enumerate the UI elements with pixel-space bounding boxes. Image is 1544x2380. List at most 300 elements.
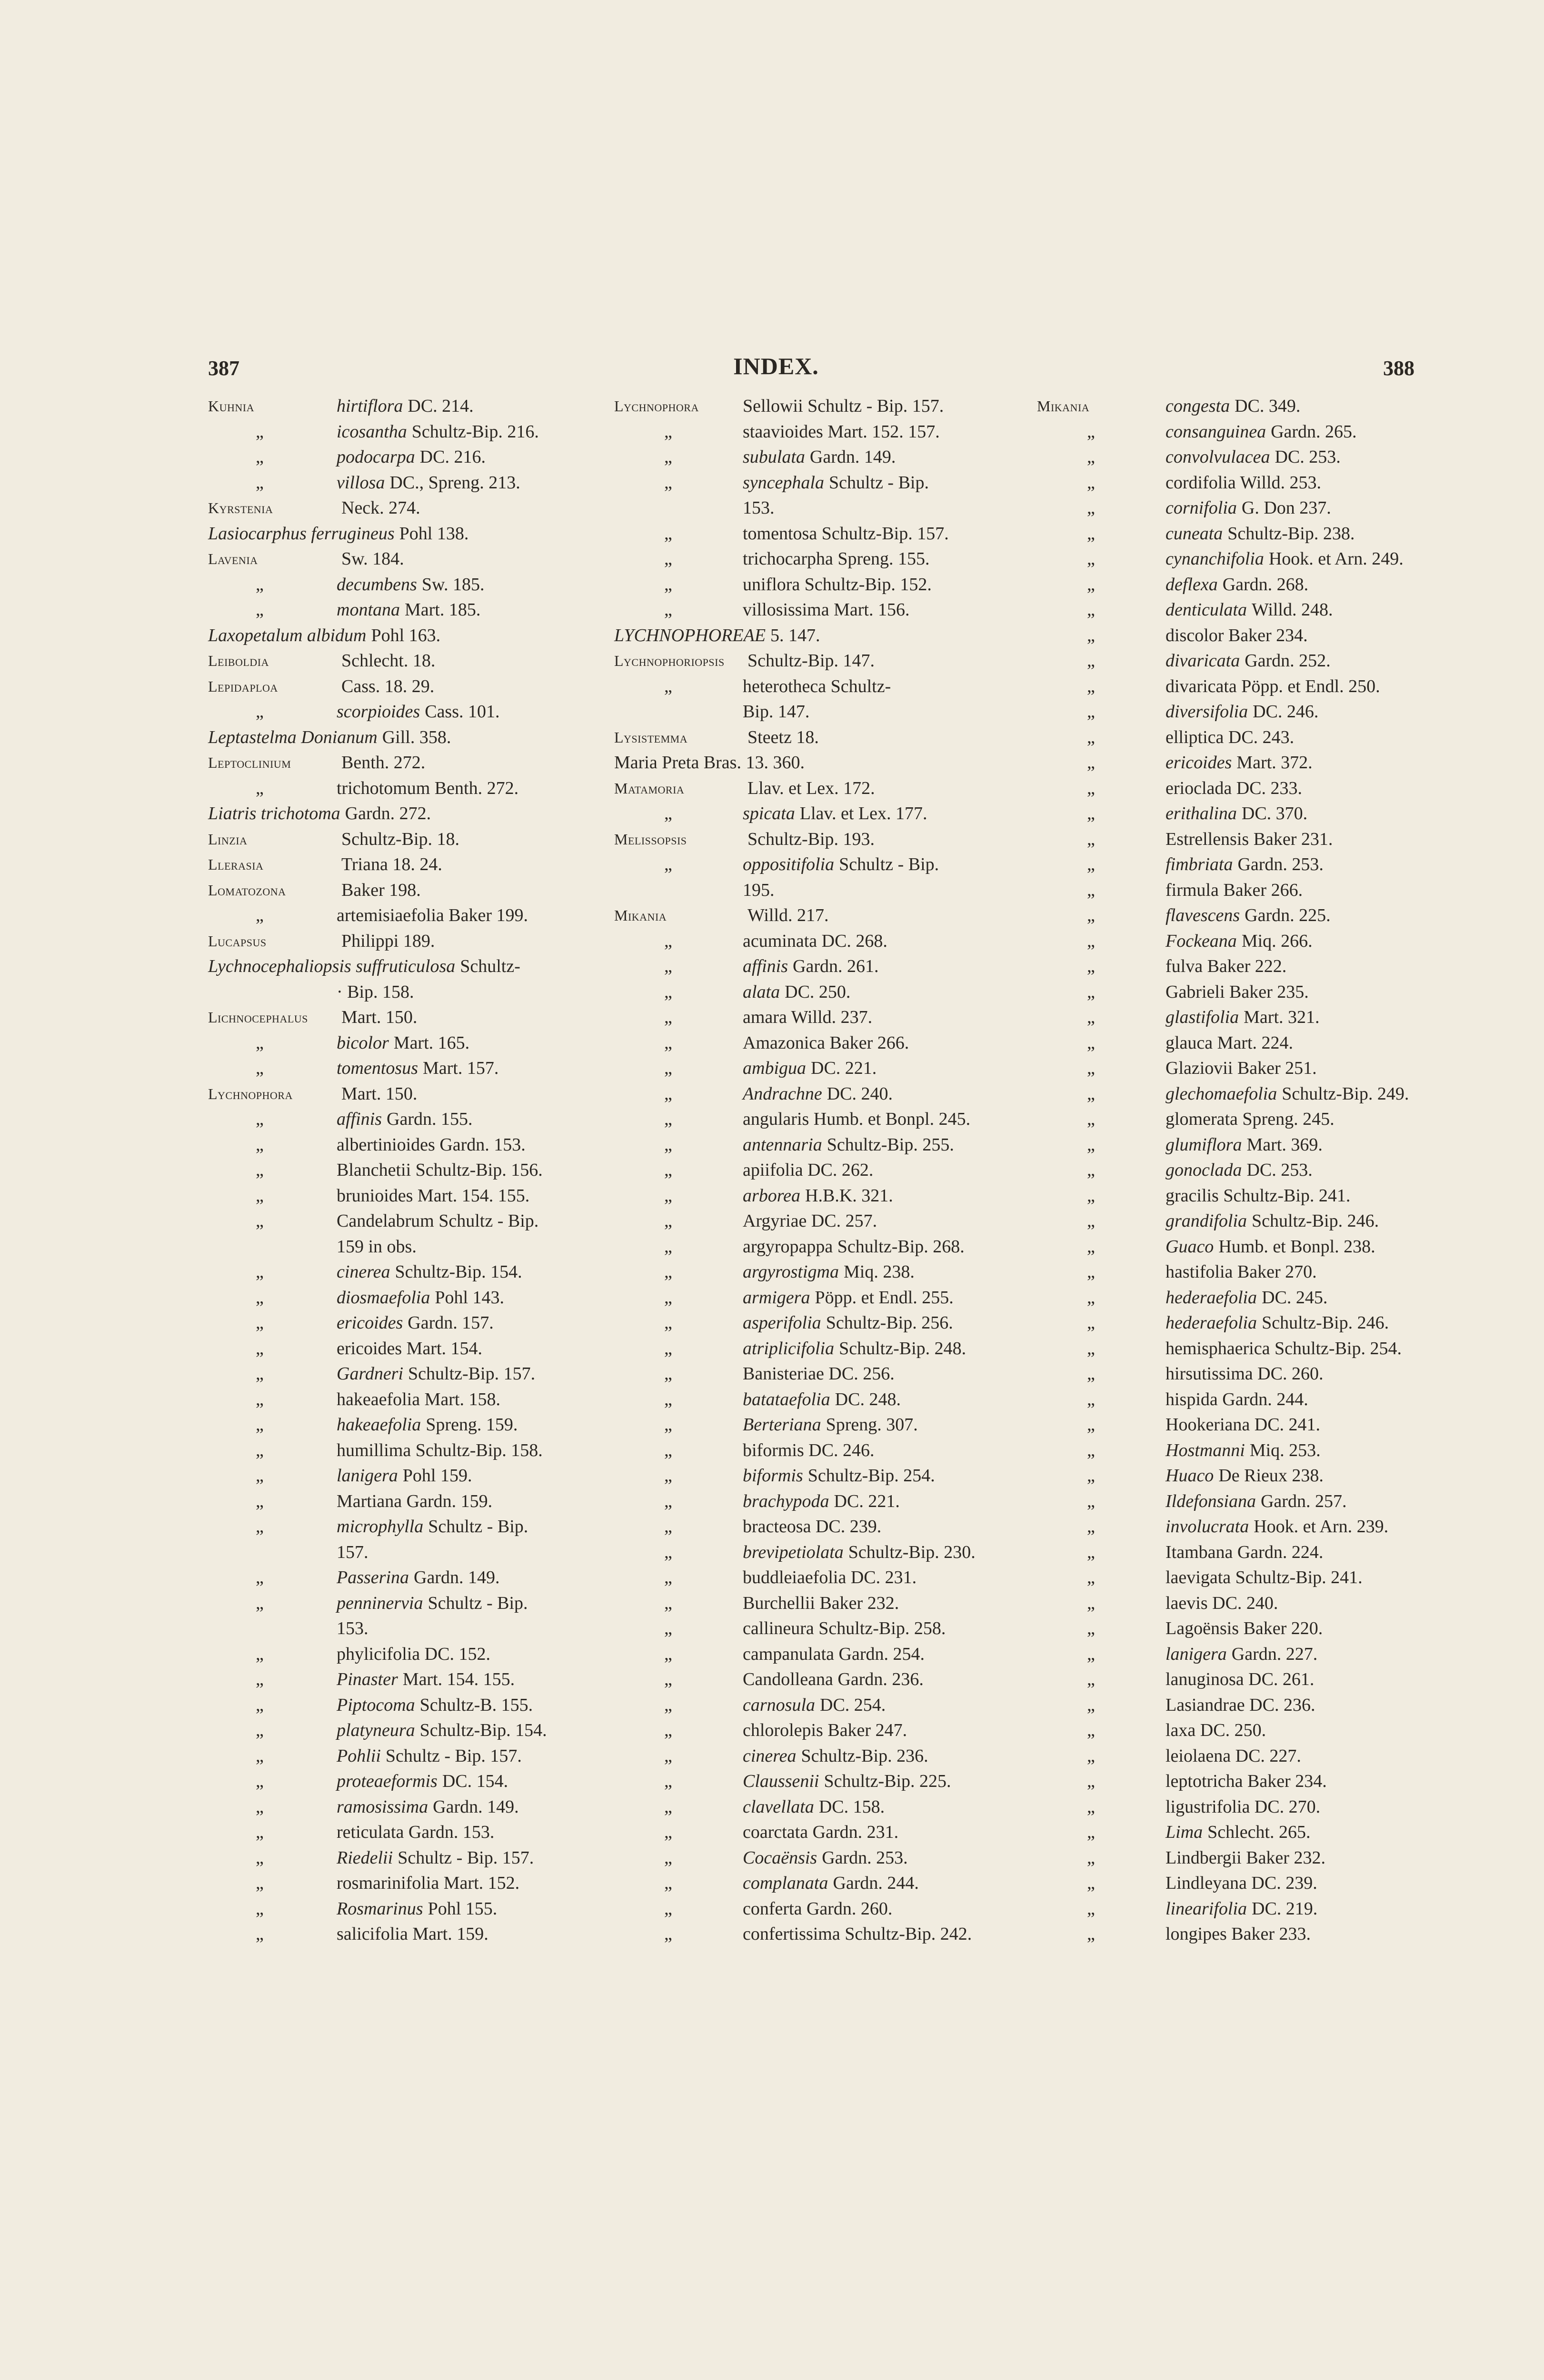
authority-text: Schlecht. 18. — [341, 651, 436, 671]
species-name: Berteriana — [743, 1415, 821, 1435]
authority-text: Schultz-Bip. 193. — [747, 829, 875, 849]
index-entry — [1037, 1514, 1427, 1540]
index-entry — [1037, 929, 1427, 954]
species-name: fimbriata — [1165, 854, 1233, 874]
index-entry — [208, 1438, 598, 1464]
left-page-number: 387 — [208, 357, 239, 380]
entry-text: staavioides Mart. 152. 157. — [743, 421, 940, 442]
index-entry — [614, 1310, 1005, 1336]
ditto-mark: „ — [664, 1796, 672, 1817]
genus-name: Leptoclinium — [208, 754, 291, 771]
index-entry — [1037, 1463, 1427, 1489]
genus-name: Matamoria — [614, 779, 685, 797]
ditto-mark: „ — [1087, 651, 1095, 671]
ditto-mark: „ — [1087, 1695, 1095, 1715]
species-name: consanguinea — [1165, 421, 1266, 442]
ditto-mark: „ — [664, 549, 672, 569]
authority-text: Gardn. 227. — [1231, 1644, 1318, 1664]
ditto-mark: „ — [1087, 880, 1095, 900]
entry-text: Argyriae DC. 257. — [743, 1211, 877, 1231]
index-entry — [614, 394, 1005, 419]
index-entry — [1037, 1591, 1427, 1616]
index-entry — [1037, 1310, 1427, 1336]
index-entry — [614, 470, 1005, 496]
index-entry — [614, 1845, 1005, 1871]
authority-text: DC. 221. — [811, 1058, 877, 1078]
ditto-mark: „ — [1087, 854, 1095, 874]
ditto-mark: „ — [664, 1567, 672, 1587]
ditto-mark: „ — [256, 1415, 264, 1435]
authority-text: DC. 250. — [785, 982, 851, 1002]
index-entry — [1037, 903, 1427, 929]
ditto-mark: „ — [1087, 498, 1095, 518]
ditto-mark: „ — [1087, 1007, 1095, 1027]
ditto-mark: „ — [256, 1032, 264, 1053]
species-name: cuneata — [1165, 523, 1223, 544]
entry-text: hastifolia Baker 270. — [1165, 1262, 1317, 1282]
index-entry — [614, 1489, 1005, 1515]
index-entry — [208, 1845, 598, 1871]
species-name: lanigera — [1165, 1644, 1227, 1664]
index-entry — [208, 1565, 598, 1591]
ditto-mark: „ — [1087, 447, 1095, 467]
authority-text: Gardn. 252. — [1245, 651, 1331, 671]
authority-text: Schultz-Bip. 236. — [801, 1745, 928, 1766]
authority-text: Gardn. 268. — [1222, 574, 1309, 595]
ditto-mark: „ — [1087, 753, 1095, 773]
index-entry — [614, 1056, 1005, 1081]
ditto-mark: „ — [664, 1389, 672, 1409]
species-name: villosa — [337, 472, 385, 493]
index-entry — [1037, 801, 1427, 827]
entry-text: biformis DC. 246. — [743, 1440, 875, 1460]
ditto-mark: „ — [1087, 803, 1095, 823]
species-name: armigera — [743, 1287, 810, 1308]
authority-text: Schultz-Bip. 256. — [826, 1313, 953, 1333]
ditto-mark: „ — [1087, 982, 1095, 1002]
species-name: biformis — [743, 1466, 803, 1486]
index-entry — [208, 623, 598, 649]
index-entry — [208, 1896, 598, 1922]
index-entry — [614, 1896, 1005, 1922]
authority-text: DC. 240. — [827, 1083, 893, 1104]
index-entry — [1037, 1259, 1427, 1285]
authority-text: DC. 246. — [1253, 702, 1319, 722]
index-entry — [614, 623, 1005, 649]
species-name: Andrachne — [743, 1083, 822, 1104]
species-name: lanigera — [337, 1466, 398, 1486]
authority-text: Spreng. 159. — [426, 1415, 518, 1435]
index-entry — [208, 1005, 598, 1031]
authority-text: G. Don 237. — [1241, 498, 1331, 518]
ditto-mark: „ — [256, 472, 264, 493]
index-entry — [208, 929, 598, 954]
species-name: penninervia — [337, 1593, 423, 1613]
species-name: asperifolia — [743, 1313, 821, 1333]
index-entry — [208, 1285, 598, 1311]
ditto-mark: „ — [256, 600, 264, 620]
species-name: brachypoda — [743, 1491, 829, 1511]
index-entry — [208, 1336, 598, 1362]
continuation-text: · Bip. 158. — [337, 982, 414, 1002]
index-entry — [208, 1489, 598, 1515]
ditto-mark: „ — [1087, 1771, 1095, 1791]
index-entry — [208, 699, 598, 725]
authority-text: DC. 349. — [1235, 396, 1301, 416]
ditto-mark: „ — [1087, 1517, 1095, 1537]
authority-text: Gardn. 244. — [833, 1873, 919, 1893]
entry-text: Lindleyana DC. 239. — [1165, 1873, 1317, 1893]
species-name: glumiflora — [1165, 1134, 1242, 1155]
index-entry — [614, 674, 1005, 700]
index-entry — [1037, 1056, 1427, 1081]
ditto-mark: „ — [664, 1160, 672, 1180]
ditto-mark: „ — [256, 574, 264, 595]
index-entry — [614, 1361, 1005, 1387]
ditto-mark: „ — [1087, 1440, 1095, 1460]
index-entry — [208, 776, 598, 802]
ditto-mark: „ — [256, 447, 264, 467]
species-name: glastifolia — [1165, 1007, 1239, 1027]
index-entry — [1037, 1565, 1427, 1591]
index-entry — [1037, 1005, 1427, 1031]
authority-text: DC. 154. — [442, 1771, 508, 1791]
ditto-mark: „ — [664, 1466, 672, 1486]
ditto-mark: „ — [256, 1822, 264, 1842]
entry-text: Lasiandrae DC. 236. — [1165, 1695, 1315, 1715]
ditto-mark: „ — [256, 1796, 264, 1817]
entry-text: Martiana Gardn. 159. — [337, 1491, 493, 1511]
species-name: Lima — [1165, 1822, 1203, 1842]
continuation-text: 157. — [337, 1542, 369, 1562]
ditto-mark: „ — [664, 1542, 672, 1562]
index-entry — [614, 1336, 1005, 1362]
species-name: Pinaster — [337, 1669, 398, 1689]
index-entry — [614, 1769, 1005, 1795]
ditto-mark: „ — [664, 1440, 672, 1460]
authority-text: Llav. et Lex. 172. — [747, 778, 875, 798]
index-entry — [1037, 1769, 1427, 1795]
index-entry — [1037, 1387, 1427, 1413]
index-entry — [1037, 1132, 1427, 1158]
ditto-mark: „ — [1087, 778, 1095, 798]
entry-text: argyropappa Schultz-Bip. 268. — [743, 1236, 965, 1257]
index-entry — [208, 903, 598, 929]
ditto-mark: „ — [664, 1898, 672, 1919]
species-name: Claussenii — [743, 1771, 819, 1791]
ditto-mark: „ — [1087, 676, 1095, 696]
entry-text: humillima Schultz-Bip. 158. — [337, 1440, 543, 1460]
ditto-mark: „ — [664, 1745, 672, 1766]
ditto-mark: „ — [1087, 829, 1095, 849]
ditto-mark: „ — [664, 1924, 672, 1944]
species-name: flavescens — [1165, 905, 1240, 925]
entry-text: hemisphaerica Schultz-Bip. 254. — [1165, 1338, 1402, 1359]
entry-text: leiolaena DC. 227. — [1165, 1745, 1301, 1766]
genus-name: Mikania — [1037, 397, 1090, 415]
index-entry — [614, 1744, 1005, 1769]
authority-text: Schultz - Bip. — [428, 1593, 528, 1613]
index-entry — [208, 1259, 598, 1285]
ditto-mark: „ — [664, 1771, 672, 1791]
index-entry — [1037, 419, 1427, 445]
entry-text: apiifolia DC. 262. — [743, 1160, 874, 1180]
index-entry — [208, 1031, 598, 1056]
page-title: INDEX. — [733, 353, 819, 379]
index-entry — [208, 1591, 598, 1616]
index-entry — [614, 1540, 1005, 1566]
authority-text: Miq. 253. — [1249, 1440, 1321, 1460]
species-name: tomentosus — [337, 1058, 418, 1078]
entry-text: Burchellii Baker 232. — [743, 1593, 899, 1613]
ditto-mark: „ — [664, 523, 672, 544]
ditto-mark: „ — [1087, 1466, 1095, 1486]
index-entry — [1037, 1718, 1427, 1744]
ditto-mark: „ — [256, 1491, 264, 1511]
ditto-mark: „ — [256, 421, 264, 442]
ditto-mark: „ — [1087, 1669, 1095, 1689]
genus-name: Lucapsus — [208, 932, 267, 950]
entry-text: Maria Preta Bras. 13. 360. — [614, 753, 805, 773]
authority-text: Gardn. 155. — [387, 1109, 473, 1129]
species-name: hederaefolia — [1165, 1287, 1257, 1308]
authority-text: Gardn. 261. — [793, 956, 879, 976]
ditto-mark: „ — [1087, 1796, 1095, 1817]
entry-text: discolor Baker 234. — [1165, 625, 1308, 645]
species-name: Hostmanni — [1165, 1440, 1245, 1460]
authority-text: DC. 253. — [1246, 1160, 1313, 1180]
entry-text: Estrellensis Baker 231. — [1165, 829, 1333, 849]
ditto-mark: „ — [664, 1669, 672, 1689]
species-name: Huaco — [1165, 1466, 1214, 1486]
authority-text: De Rieux 238. — [1218, 1466, 1324, 1486]
index-entry — [1037, 470, 1427, 496]
authority-text: DC. 216. — [419, 447, 486, 467]
entry-text: Amazonica Baker 266. — [743, 1032, 909, 1053]
ditto-mark: „ — [664, 1720, 672, 1740]
authority-text: DC. 219. — [1252, 1898, 1318, 1919]
index-entry — [208, 1514, 598, 1540]
entry-text: Banisteriae DC. 256. — [743, 1364, 895, 1384]
index-entry — [614, 597, 1005, 623]
authority-text: Schultz-Bip. 246. — [1262, 1313, 1389, 1333]
index-entry — [614, 1795, 1005, 1820]
index-entry — [208, 674, 598, 700]
species-name: Guaco — [1165, 1236, 1214, 1257]
ditto-mark: „ — [1087, 1262, 1095, 1282]
species-name: clavellata — [743, 1796, 814, 1817]
index-entry-continuation — [614, 878, 1005, 903]
authority-text: Schultz - Bip. — [839, 854, 939, 874]
ditto-mark: „ — [664, 1032, 672, 1053]
species-name: erithalina — [1165, 803, 1237, 823]
index-entry — [1037, 1412, 1427, 1438]
continuation-text: 153. — [337, 1618, 369, 1638]
entry-text: fulva Baker 222. — [1165, 956, 1287, 976]
species-name: platyneura — [337, 1720, 415, 1740]
ditto-mark: „ — [256, 1160, 264, 1180]
ditto-mark: „ — [256, 1847, 264, 1868]
index-entry — [1037, 1744, 1427, 1769]
species-name: affinis — [337, 1109, 382, 1129]
entry-text: rosmarinifolia Mart. 152. — [337, 1873, 520, 1893]
genus-name: Lichnocephalus — [208, 1009, 308, 1026]
index-entry — [614, 1820, 1005, 1845]
entry-text: confertissima Schultz-Bip. 242. — [743, 1924, 972, 1944]
species-name: divaricata — [1165, 651, 1240, 671]
index-entry — [208, 852, 598, 878]
index-entry — [1037, 1871, 1427, 1896]
index-entry — [208, 1922, 598, 1947]
index-entry — [614, 1616, 1005, 1642]
ditto-mark: „ — [1087, 1338, 1095, 1359]
index-entry-continuation — [208, 1616, 598, 1642]
ditto-mark: „ — [1087, 1847, 1095, 1868]
index-column-3 — [1037, 394, 1427, 1947]
ditto-mark: „ — [256, 1873, 264, 1893]
index-entry — [614, 1438, 1005, 1464]
authority-text: Gill. 358. — [382, 727, 451, 747]
ditto-mark: „ — [1087, 1720, 1095, 1740]
index-entry — [208, 1718, 598, 1744]
authority-text: Philippi 189. — [341, 931, 435, 951]
ditto-mark: „ — [1087, 1313, 1095, 1333]
index-entry — [614, 1591, 1005, 1616]
authority-text: Schultz- — [460, 956, 520, 976]
authority-text: Schlecht. 265. — [1207, 1822, 1311, 1842]
ditto-mark: „ — [256, 1466, 264, 1486]
index-entry — [614, 648, 1005, 674]
ditto-mark: „ — [664, 982, 672, 1002]
species-name: ericoides — [337, 1313, 403, 1333]
authority-text: Miq. 266. — [1241, 931, 1313, 951]
ditto-mark: „ — [256, 1134, 264, 1155]
ditto-mark: „ — [256, 1593, 264, 1613]
index-entry — [614, 725, 1005, 751]
index-entry — [614, 1081, 1005, 1107]
authority-text: Gardn. 257. — [1260, 1491, 1347, 1511]
index-entry — [208, 1209, 598, 1234]
index-entry — [1037, 674, 1427, 700]
index-entry — [208, 1107, 598, 1132]
ditto-mark: „ — [664, 1822, 672, 1842]
species-name: atriplicifolia — [743, 1338, 835, 1359]
entry-text: laevigata Schultz-Bip. 241. — [1165, 1567, 1363, 1587]
ditto-mark: „ — [664, 1364, 672, 1384]
italic-name: Lasiocarphus ferrugineus — [208, 523, 395, 544]
entry-text: Glaziovii Baker 251. — [1165, 1058, 1317, 1078]
index-entry — [1037, 1285, 1427, 1311]
index-entry — [208, 954, 598, 980]
authority-text: Sw. 184. — [341, 549, 404, 569]
species-name: microphylla — [337, 1517, 424, 1537]
species-name: carnosula — [743, 1695, 815, 1715]
index-entry — [208, 1412, 598, 1438]
genus-name: Lomatozona — [208, 881, 286, 899]
ditto-mark: „ — [1087, 1058, 1095, 1078]
index-entry — [208, 470, 598, 496]
authority-text: Schultz-Bip. 216. — [411, 421, 539, 442]
ditto-mark: „ — [256, 1924, 264, 1944]
index-entry — [1037, 1667, 1427, 1693]
species-name: congesta — [1165, 396, 1230, 416]
ditto-mark: „ — [664, 931, 672, 951]
entry-text: Itambana Gardn. 224. — [1165, 1542, 1324, 1562]
ditto-mark: „ — [1087, 523, 1095, 544]
authority-text: Cass. 101. — [425, 702, 500, 722]
entry-text: glomerata Spreng. 245. — [1165, 1109, 1335, 1129]
index-entry — [614, 521, 1005, 547]
ditto-mark: „ — [256, 1058, 264, 1078]
species-name: proteaeformis — [337, 1771, 438, 1791]
index-entry — [1037, 1896, 1427, 1922]
species-name: linearifolia — [1165, 1898, 1247, 1919]
species-name: Piptocoma — [337, 1695, 415, 1715]
entry-text: trichotomum Benth. 272. — [337, 778, 519, 798]
entry-text: leptotricha Baker 234. — [1165, 1771, 1327, 1791]
ditto-mark: „ — [1087, 1593, 1095, 1613]
authority-text: DC. 245. — [1262, 1287, 1328, 1308]
ditto-mark: „ — [256, 1567, 264, 1587]
index-entry — [614, 1285, 1005, 1311]
index-entry — [1037, 1183, 1427, 1209]
index-column-2 — [614, 394, 1005, 1947]
index-entry — [208, 445, 598, 470]
ditto-mark: „ — [1087, 625, 1095, 645]
ditto-mark: „ — [256, 1720, 264, 1740]
authority-text: Humb. et Bonpl. 238. — [1218, 1236, 1375, 1257]
species-name: batataefolia — [743, 1389, 830, 1409]
authority-text: Pohl 159. — [402, 1466, 472, 1486]
index-entry — [1037, 1616, 1427, 1642]
entry-text: Candolleana Gardn. 236. — [743, 1669, 924, 1689]
authority-text: Schultz-B. 155. — [419, 1695, 533, 1715]
entry-text: divaricata Pöpp. et Endl. 250. — [1165, 676, 1380, 696]
authority-text: Gardn. 253. — [1237, 854, 1324, 874]
index-entry — [1037, 1081, 1427, 1107]
index-entry — [208, 1081, 598, 1107]
ditto-mark: „ — [256, 1287, 264, 1308]
authority-text: Gardn. 253. — [822, 1847, 908, 1868]
entry-text: angularis Humb. et Bonpl. 245. — [743, 1109, 971, 1129]
authority-text: Pohl 163. — [371, 625, 441, 645]
ditto-mark: „ — [256, 1364, 264, 1384]
ditto-mark: „ — [1087, 702, 1095, 722]
index-entry — [1037, 1234, 1427, 1260]
species-name: Fockeana — [1165, 931, 1237, 951]
index-column-1 — [208, 394, 598, 1947]
index-entry — [614, 546, 1005, 572]
index-entry — [614, 827, 1005, 853]
index-entry — [208, 419, 598, 445]
ditto-mark: „ — [1087, 1185, 1095, 1206]
authority-text: Schultz - Bip. 157. — [398, 1847, 534, 1868]
index-entry — [614, 776, 1005, 802]
species-name: ramosissima — [337, 1796, 428, 1817]
index-entry — [1037, 1438, 1427, 1464]
ditto-mark: „ — [256, 1389, 264, 1409]
ditto-mark: „ — [664, 1211, 672, 1231]
authority-text: Baker 198. — [341, 880, 421, 900]
entry-text: lanuginosa DC. 261. — [1165, 1669, 1315, 1689]
authority-text: Hook. et Arn. 239. — [1254, 1517, 1389, 1537]
index-entry — [1037, 546, 1427, 572]
genus-name: Lychnophora — [614, 397, 699, 415]
index-entry — [208, 1310, 598, 1336]
entry-text: tomentosa Schultz-Bip. 157. — [743, 523, 949, 544]
entry-text: reticulata Gardn. 153. — [337, 1822, 495, 1842]
ditto-mark: „ — [1087, 1134, 1095, 1155]
